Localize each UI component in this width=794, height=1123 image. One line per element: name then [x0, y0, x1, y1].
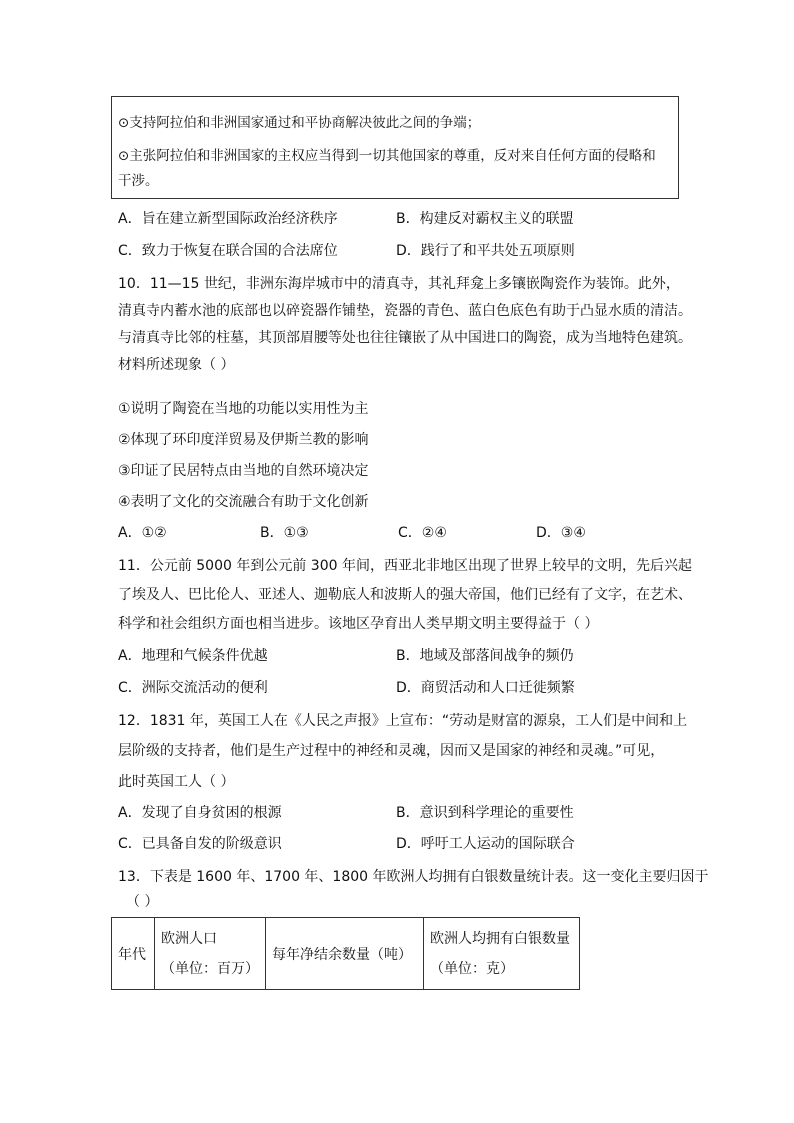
header-cell-surplus	[266, 918, 424, 990]
q12-option-d: D．呼吁工人运动的国际联合	[396, 836, 575, 852]
q12-stem-line-3: 此时英国工人（ ）	[118, 774, 235, 790]
q12-stem-line-2: 层阶级的支持者，他们是生产过程中的神经和灵魂，因而又是国家的神经和灵魂。”可见，	[118, 743, 665, 759]
q10-item-1: ①说明了陶瓷在当地的功能以实用性为主	[118, 401, 369, 417]
header-silver-label: 欧洲人均拥有白银数量	[430, 930, 570, 947]
q10-option-d: D．③④	[536, 525, 586, 541]
header-cell-population	[155, 918, 266, 990]
q11-option-d: D．商贸活动和人口迁徙频繁	[396, 680, 575, 696]
q10-item-2: ②体现了环印度洋贸易及伊斯兰教的影响	[118, 432, 369, 448]
table-header-row	[112, 918, 580, 990]
header-cell-year	[112, 918, 155, 990]
q12-option-c: C．已具备自发的阶级意识	[118, 836, 282, 852]
q10-stem-line-1: 10．11—15 世纪，非洲东海岸城市中的清真寺，其礼拜龛上多镶嵌陶瓷作为装饰。此外，	[118, 276, 680, 292]
q10-stem-line-4: 材料所述现象（ ）	[118, 357, 235, 373]
material-line-1: ⊙支持阿拉伯和非洲国家通过和平协商解决彼此之间的争端；	[118, 115, 481, 131]
q12-option-b: B．意识到科学理论的重要性	[396, 805, 574, 821]
q11-stem-line-3: 科学和社会组织方面也相当进步。该地区孕育出人类早期文明主要得益于（ ）	[118, 616, 599, 632]
header-population-label: 欧洲人口	[161, 930, 217, 947]
q11-option-b: B．地域及部落间战争的频仍	[396, 648, 574, 664]
material-box	[111, 96, 679, 199]
q10-stem-line-3: 与清真寺比邻的柱墓，其顶部眉腰等处也往往镶嵌了从中国进口的陶瓷，成为当地特色建筑。	[118, 330, 692, 346]
q13-stem-line-2: （ ）	[126, 894, 159, 910]
q10-stem-line-2: 清真寺内蓄水池的底部也以碎瓷器作铺垫，瓷器的青色、蓝白色底色有助于凸显水质的清洁。	[118, 303, 692, 319]
q13-stem-line-1: 13．下表是 1600 年、1700 年、1800 年欧洲人均拥有白银数量统计表。这一变化主要归因于	[118, 869, 709, 885]
header-population-unit: （单位：百万）	[161, 960, 259, 977]
q10-option-c: C．②④	[398, 525, 447, 541]
q10-option-b: B．①③	[260, 525, 309, 541]
header-year-label: 年代	[118, 946, 146, 963]
silver-statistics-table	[111, 917, 580, 990]
header-cell-silver-per-capita	[424, 918, 580, 990]
q9-option-d: D．践行了和平共处五项原则	[396, 243, 575, 259]
header-silver-unit: （单位：克）	[430, 960, 514, 977]
q11-option-a: A．地理和气候条件优越	[118, 648, 268, 664]
material-line-3: 干涉。	[118, 173, 159, 189]
material-line-2: ⊙主张阿拉伯和非洲国家的主权应当得到一切其他国家的尊重，反对来自任何方面的侵略和	[118, 148, 656, 164]
q10-item-4: ④表明了文化的交流融合有助于文化创新	[118, 494, 369, 510]
q9-option-a: A．旨在建立新型国际政治经济秩序	[118, 211, 338, 227]
q12-stem-line-1: 12．1831 年，英国工人在《人民之声报》上宣布：“劳动是财富的源泉，工人们是中间和上	[118, 713, 688, 729]
q9-option-c: C．致力于恢复在联合国的合法席位	[118, 243, 338, 259]
q11-stem-line-2: 了埃及人、巴比伦人、亚述人、迦勒底人和波斯人的强大帝国，他们已经有了文字，在艺术、	[118, 587, 692, 603]
header-surplus-label: 每年净结余数量（吨）	[272, 946, 412, 963]
q9-option-b: B．构建反对霸权主义的联盟	[396, 211, 574, 227]
q12-option-a: A．发现了自身贫困的根源	[118, 805, 282, 821]
q11-stem-line-1: 11．公元前 5000 年到公元前 300 年间，西亚北非地区出现了世界上较早的文明，先后兴起	[118, 558, 692, 574]
q11-option-c: C．洲际交流活动的便利	[118, 680, 268, 696]
q10-item-3: ③印证了民居特点由当地的自然环境决定	[118, 463, 369, 479]
q10-option-a: A．①②	[118, 525, 167, 541]
